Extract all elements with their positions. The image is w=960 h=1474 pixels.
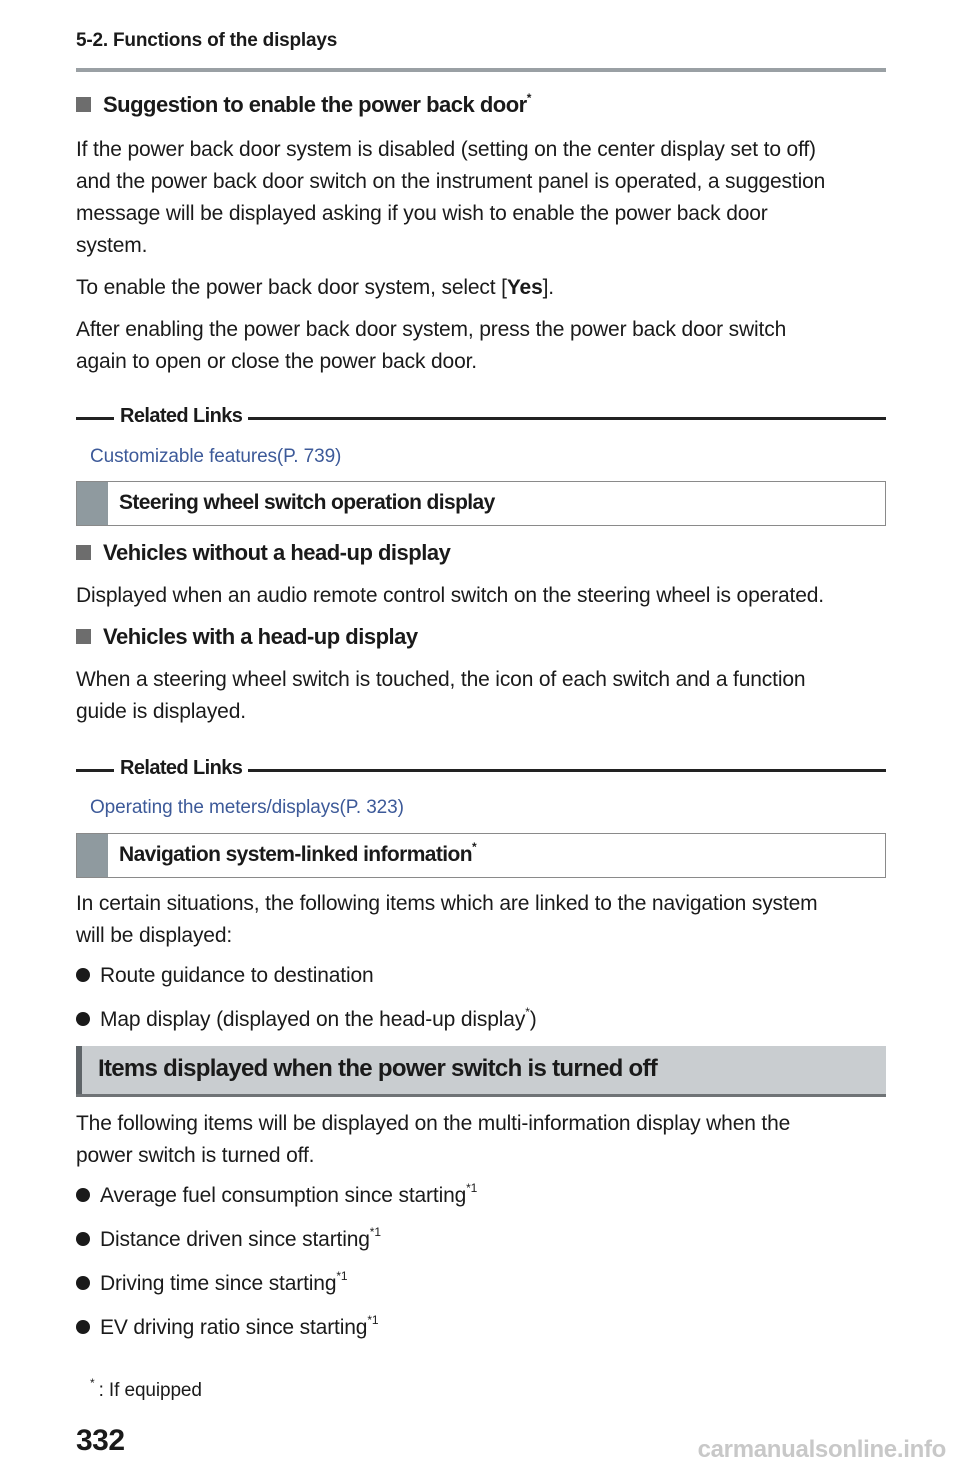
bullet-dot-icon xyxy=(76,1012,90,1026)
footnote-marker: *1 xyxy=(369,1225,381,1239)
section-title: 5-2. Functions of the displays xyxy=(76,30,338,51)
bullet-dot-icon xyxy=(76,1232,90,1246)
paragraph-line: system. xyxy=(76,234,148,257)
paragraph-without-hud xyxy=(76,580,886,612)
related-links-label: Related Links xyxy=(120,757,243,779)
list-item-text: EV driving ratio since starting xyxy=(100,1316,368,1339)
footnote-marker: *1 xyxy=(367,1313,379,1327)
paragraph-line: will be displayed: xyxy=(76,924,233,947)
heading-title: Navigation system-linked information xyxy=(119,843,472,866)
list-item xyxy=(76,1225,381,1252)
square-bullet-icon xyxy=(76,545,91,560)
heading-tab xyxy=(77,482,108,525)
footnote-marker: *1 xyxy=(336,1269,348,1283)
instruction-text-end: ]. xyxy=(542,276,554,299)
footnote-marker: * xyxy=(525,1005,530,1019)
list-item xyxy=(76,1313,379,1340)
list-item xyxy=(76,964,374,988)
paragraph-line: Displayed when an audio remote control switch on the steering wheel is operated. xyxy=(76,584,824,607)
footnote xyxy=(90,1375,202,1402)
page-number: 332 xyxy=(76,1424,125,1457)
list-item xyxy=(76,1181,478,1208)
list-item-text: Distance driven since starting xyxy=(100,1228,370,1251)
subheading-text: Vehicles without a head-up display xyxy=(103,540,451,565)
divider-line xyxy=(76,769,114,772)
paragraph-enable-instruction xyxy=(76,272,886,304)
heading-without-hud xyxy=(76,540,886,566)
related-links-label: Related Links xyxy=(120,405,243,427)
paragraph-with-hud xyxy=(76,664,886,728)
footnote-text: : If equipped xyxy=(98,1380,202,1401)
paragraph-line: guide is displayed. xyxy=(76,700,246,723)
footnote-marker: * xyxy=(90,1375,95,1390)
instruction-text: To enable the power back door system, select [ xyxy=(76,276,507,299)
footnote-marker: * xyxy=(471,840,477,854)
square-bullet-icon xyxy=(76,629,91,644)
heading-text: Suggestion to enable the power back door xyxy=(103,92,527,117)
yes-option-label: Yes xyxy=(506,276,543,299)
heading-with-hud xyxy=(76,624,886,650)
divider-line xyxy=(248,417,886,420)
heading-power-back-door xyxy=(76,92,886,118)
heading-navigation-linked xyxy=(76,833,886,878)
bullet-dot-icon xyxy=(76,968,90,982)
bullet-dot-icon xyxy=(76,1188,90,1202)
paragraph-power-back-door xyxy=(76,134,886,262)
list-item xyxy=(76,1005,537,1032)
paragraph-line: In certain situations, the following items which are linked to the navigation system xyxy=(76,892,818,915)
paragraph-line: message will be displayed asking if you wish to enable the power back door xyxy=(76,202,768,225)
paragraph-line: again to open or close the power back door. xyxy=(76,350,477,373)
watermark: carmanualsonline.info xyxy=(697,1436,946,1463)
heading-tab xyxy=(77,834,108,877)
related-links-divider xyxy=(76,757,886,781)
related-links-divider xyxy=(76,405,886,429)
link-customizable-features[interactable]: Customizable features(P. 739) xyxy=(90,446,342,467)
list-item-text: Route guidance to destination xyxy=(100,964,374,987)
footnote-marker: * xyxy=(526,90,531,105)
paragraph-line: and the power back door switch on the instrument panel is operated, a suggestion xyxy=(76,170,826,193)
divider-line xyxy=(248,769,886,772)
heading-tab xyxy=(76,1046,82,1094)
list-item-text: Average fuel consumption since starting xyxy=(100,1184,467,1207)
paragraph-navigation-intro xyxy=(76,888,886,952)
link-operating-meters[interactable]: Operating the meters/displays(P. 323) xyxy=(90,797,404,818)
heading-steering-wheel-display xyxy=(76,481,886,526)
paragraph-after-enabling xyxy=(76,314,886,378)
heading-text: Steering wheel switch operation display xyxy=(119,491,495,514)
list-item-text: Map display (displayed on the head-up display xyxy=(100,1008,526,1031)
paragraph-line: The following items will be displayed on the multi-information display when the xyxy=(76,1112,791,1135)
list-item-text-end: ) xyxy=(529,1008,537,1031)
bullet-dot-icon xyxy=(76,1320,90,1334)
page-header xyxy=(76,30,886,72)
paragraph-line: When a steering wheel switch is touched, the icon of each switch and a function xyxy=(76,668,806,691)
bullet-dot-icon xyxy=(76,1276,90,1290)
list-item xyxy=(76,1269,348,1296)
paragraph-line: After enabling the power back door system, press the power back door switch xyxy=(76,318,787,341)
subheading-text: Vehicles with a head-up display xyxy=(103,624,418,649)
paragraph-power-off-intro xyxy=(76,1108,886,1172)
list-item-text: Driving time since starting xyxy=(100,1272,337,1295)
heading-power-switch-off xyxy=(76,1046,886,1097)
footnote-marker: *1 xyxy=(466,1181,478,1195)
paragraph-line: If the power back door system is disabled (setting on the center display set to off) xyxy=(76,138,816,161)
heading-text: Items displayed when the power switch is turned off xyxy=(98,1055,658,1082)
paragraph-line: power switch is turned off. xyxy=(76,1144,315,1167)
heading-text xyxy=(119,840,477,867)
divider-line xyxy=(76,417,114,420)
square-bullet-icon xyxy=(76,97,91,112)
